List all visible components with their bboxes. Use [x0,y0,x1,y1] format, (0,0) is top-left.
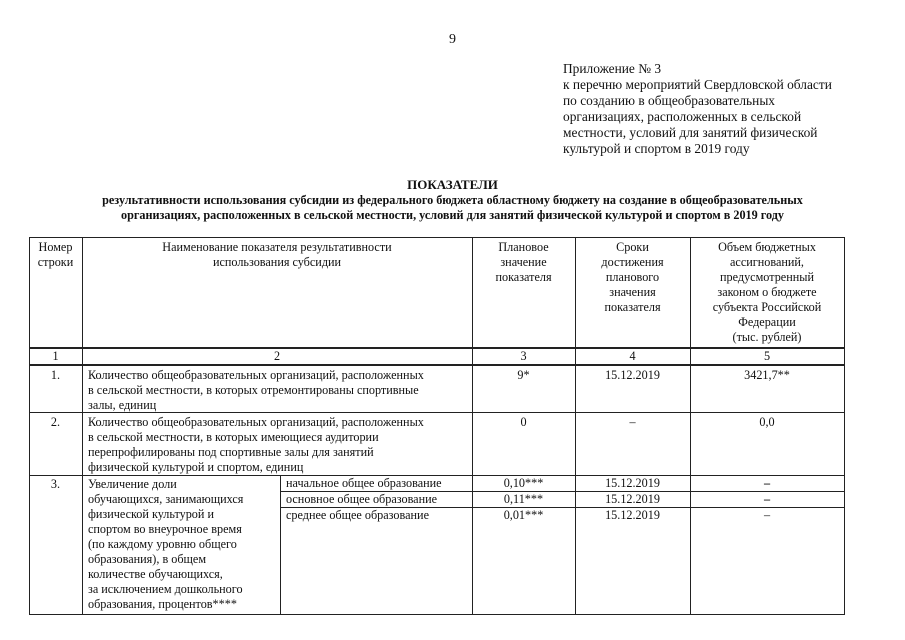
header-deadline: Сроки достижения планового значения показателя [601,240,664,314]
row-number: 2. [50,415,61,429]
appendix-line: по созданию в общеобразовательных [563,93,776,108]
appendix-note [563,61,832,157]
planned-value: 0,01*** [503,508,544,522]
header-budget: Объем бюджетных ассигнований, предусмотренный законом о бюджете субъекта Российской Федерации (тыс. рублей) [712,240,822,344]
page-number: 9 [449,32,456,47]
indicator-name: Количество общеобразовательных организаций, расположенных в сельской местности, в которых отремонтированы спортивные залы, единиц [88,368,424,412]
column-number: 1 [52,349,59,363]
row-number: 1. [50,368,61,382]
table-border [29,614,845,615]
subtitle-line: результативности использования субсидии из федерального бюджета областному бюджету на создание в общеобразовательных [102,193,803,207]
appendix-line: организациях, расположенных в сельской [563,109,802,124]
deadline: 15.12.2019 [605,492,660,506]
column-number: 5 [763,349,771,363]
column-number: 3 [520,349,527,363]
education-level: основное общее образование [286,492,438,506]
appendix-line: местности, условий для занятий физической [563,125,818,140]
table-border [29,364,845,366]
education-level: среднее общее образование [286,508,429,522]
budget-amount: – [763,492,771,506]
appendix-line: Приложение № 3 [563,61,662,76]
row-number: 3. [50,477,61,491]
table-border [844,237,845,615]
header-planned-value: Плановое значение показателя [495,240,552,284]
column-number: 4 [629,349,636,363]
header-row-number: Номер строки [37,240,74,269]
column-number: 2 [273,349,281,363]
budget-amount: 0,0 [759,415,775,429]
budget-amount: – [763,508,771,522]
indicator-name: Количество общеобразовательных организаций, расположенных в сельской местности, в которых имеющиеся аудитории перепрофилированы под спортивные залы для занятий физической культурой и спортом, единиц [88,415,424,474]
education-level: начальное общее образование [286,476,442,490]
budget-amount: – [763,476,771,490]
deadline: – [629,415,636,429]
budget-amount: 3421,7** [744,368,790,382]
appendix-line: культурой и спортом в 2019 году [563,141,750,156]
document-subtitle [40,193,865,223]
deadline: 15.12.2019 [605,368,660,382]
planned-value: 9* [517,368,530,382]
document-title: ПОКАЗАТЕЛИ [407,177,498,192]
header-indicator-name: Наименование показателя результативности использования субсидии [162,240,392,269]
planned-value: 0,11*** [503,492,544,506]
deadline: 15.12.2019 [605,476,660,490]
table-border [280,475,281,615]
subtitle-line: организациях, расположенных в сельской местности, условий для занятий физической культурой и спортом в 2019 году [120,208,785,222]
planned-value: 0 [520,415,527,429]
planned-value: 0,10*** [503,476,544,490]
appendix-line: к перечню мероприятий Свердловской области [563,77,832,92]
table-border [29,237,845,238]
indicator-name: Увеличение доли обучающихся, занимающихся физической культурой и спортом во внеурочное время (по каждому уровню общего образования), в общем количестве обучающихся, за исключением дошкольного образования, процентов**** [88,477,244,611]
deadline: 15.12.2019 [605,508,660,522]
indicators-table [29,237,845,615]
table-border [82,237,83,615]
